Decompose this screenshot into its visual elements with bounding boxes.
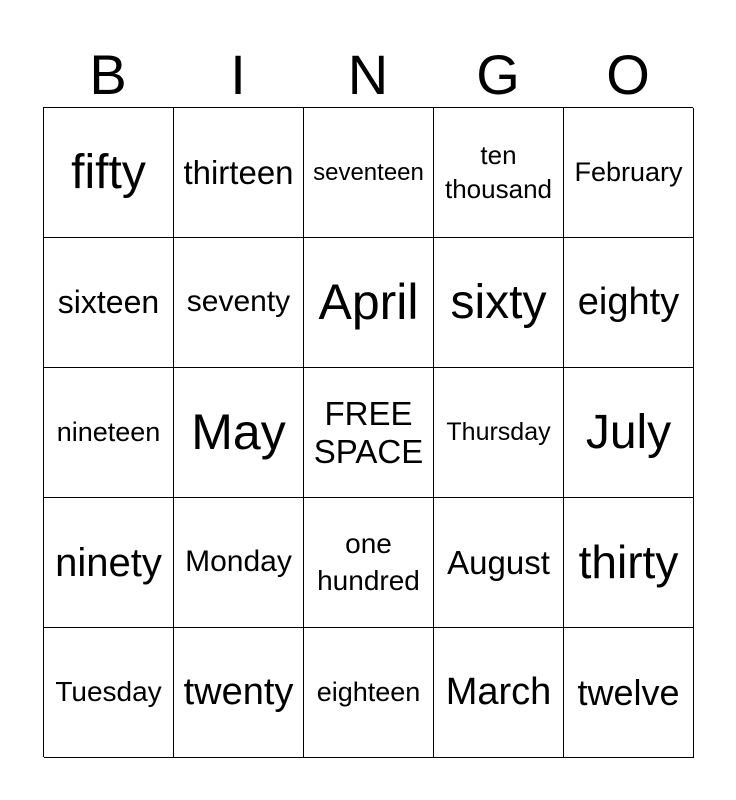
cell-text: ten thousand [445, 139, 552, 204]
cell-text: Thursday [446, 418, 551, 447]
cell-text: seventy [186, 285, 291, 319]
bingo-header [43, 42, 693, 108]
header-letter-o: O [606, 43, 650, 106]
cell-text: fifty [71, 145, 146, 199]
bingo-cell[interactable] [434, 498, 564, 628]
cell-text: FREE SPACE [313, 394, 424, 470]
bingo-cell[interactable] [434, 628, 564, 758]
bingo-cell[interactable] [304, 108, 434, 238]
cell-text: April [318, 273, 419, 330]
cell-text: March [445, 670, 552, 713]
cell-text: thirty [578, 536, 679, 589]
cell-text: twenty [183, 670, 294, 713]
bingo-cell[interactable] [564, 628, 694, 758]
bingo-cell[interactable] [44, 108, 174, 238]
bingo-cell[interactable] [564, 238, 694, 368]
cell-text: February [574, 156, 683, 187]
cell-text: sixty [450, 275, 547, 329]
cell-text: Tuesday [55, 676, 162, 708]
bingo-cell[interactable] [564, 498, 694, 628]
header-letter-b: B [89, 43, 127, 106]
bingo-cell[interactable] [174, 368, 304, 498]
cell-text: May [191, 403, 286, 460]
bingo-cell[interactable] [564, 108, 694, 238]
cell-text: ninety [55, 540, 162, 585]
bingo-cell[interactable] [564, 368, 694, 498]
cell-text: seventeen [313, 158, 424, 186]
cell-text: July [585, 405, 672, 459]
cell-text: twelve [577, 671, 680, 713]
bingo-cell[interactable] [304, 498, 434, 628]
bingo-cell[interactable] [44, 368, 174, 498]
bingo-cell[interactable] [174, 628, 304, 758]
bingo-cell[interactable] [304, 238, 434, 368]
bingo-cell[interactable] [434, 368, 564, 498]
header-letter-g: G [476, 43, 520, 106]
bingo-cell[interactable] [44, 498, 174, 628]
cell-text: sixteen [57, 284, 160, 321]
header-letter-i: I [230, 43, 246, 106]
bingo-cell[interactable] [44, 628, 174, 758]
bingo-cell[interactable] [44, 238, 174, 368]
cell-text: Monday [185, 545, 292, 579]
cell-text: eighteen [316, 676, 421, 707]
cell-text: one hundred [317, 528, 420, 596]
bingo-cell[interactable] [174, 238, 304, 368]
header-letter-n: N [347, 43, 389, 106]
bingo-cell[interactable] [434, 238, 564, 368]
cell-text: eighty [577, 280, 680, 323]
bingo-cell[interactable] [304, 368, 434, 498]
bingo-cell[interactable] [174, 108, 304, 238]
cell-text: nineteen [56, 416, 161, 447]
cell-text: August [447, 543, 550, 581]
bingo-cell[interactable] [174, 498, 304, 628]
bingo-grid [43, 107, 693, 757]
cell-text: thirteen [183, 153, 294, 191]
bingo-cell[interactable] [434, 108, 564, 238]
bingo-cell[interactable] [304, 628, 434, 758]
